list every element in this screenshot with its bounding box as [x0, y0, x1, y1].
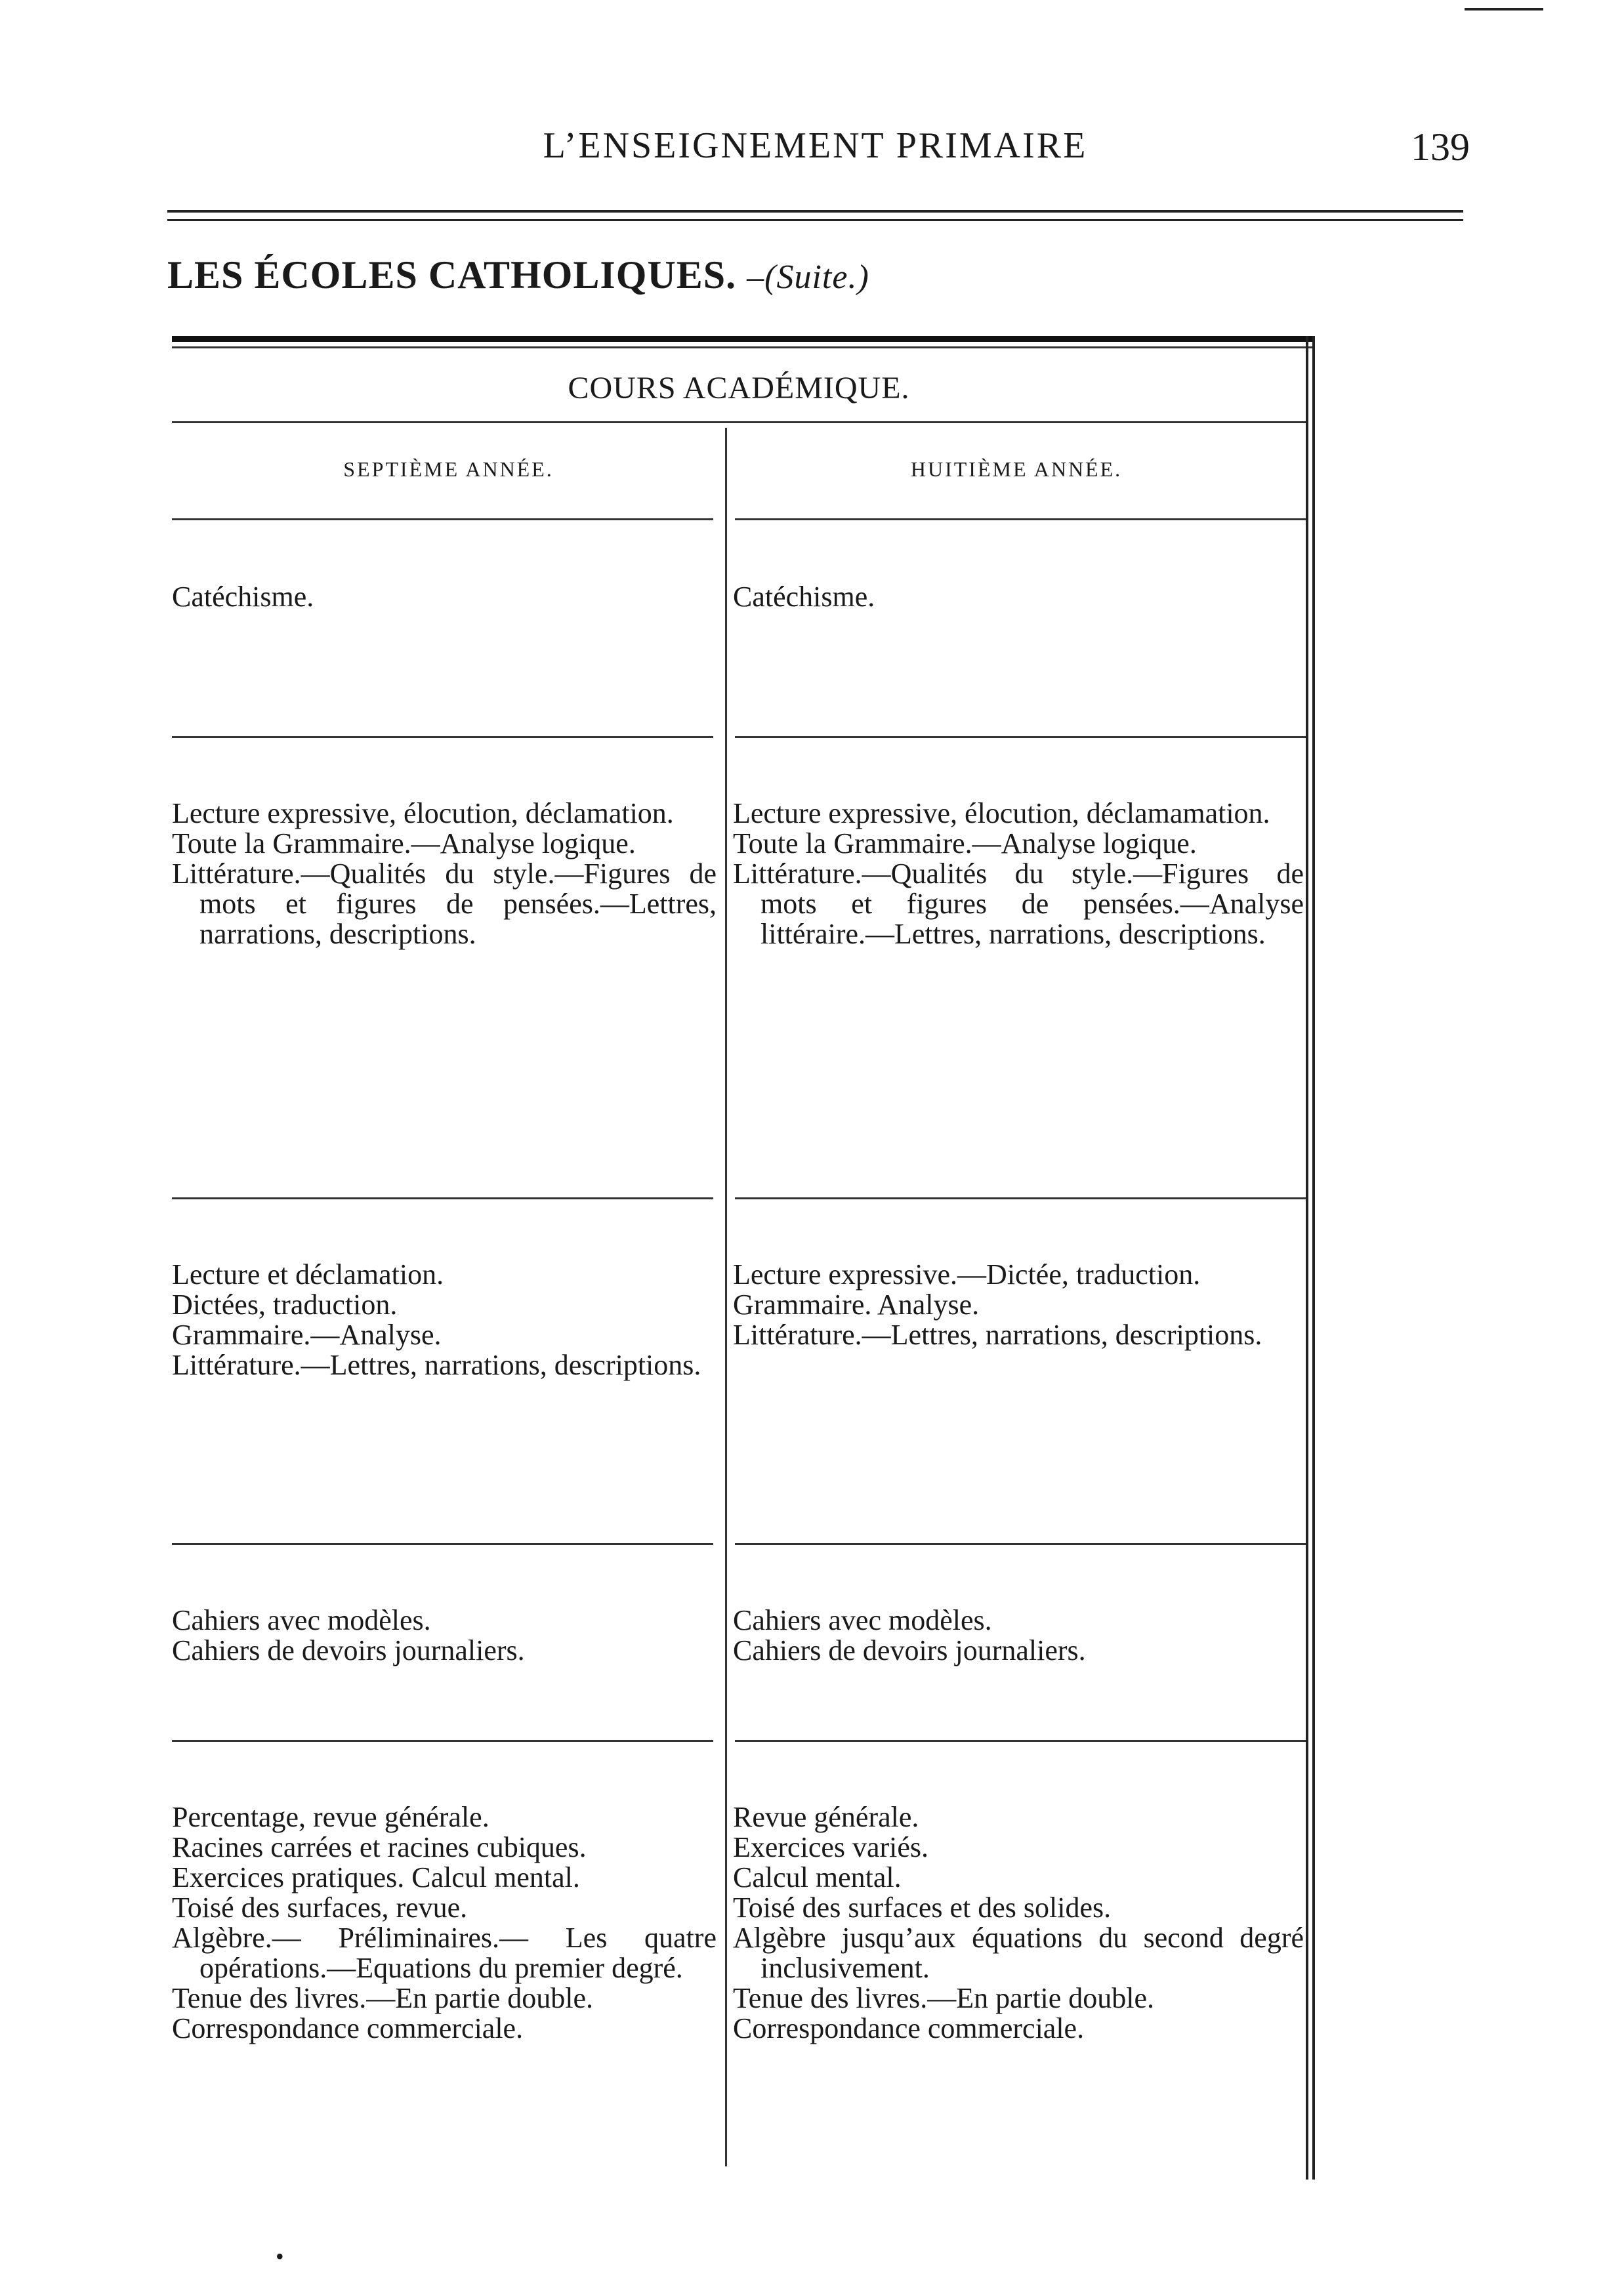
cell-row2-right: [733, 798, 1304, 949]
cell-line: Littérature.—Qualités du style.—Figures de mots et figures de pensées.—Analyse littéraire.—Lettres, narrations, descriptions.: [733, 858, 1304, 950]
cell-line: Exercices pratiques. Calcul mental.: [172, 1861, 580, 1893]
cell-line: Littérature.—Qualités du style.—Figures de mots et figures de pensées.—Lettres, narrations, descriptions.: [172, 858, 717, 950]
cell-line: Tenue des livres.—En partie double.: [733, 1982, 1155, 2014]
table-rule: [172, 421, 1306, 423]
cell-row2-left: [172, 798, 717, 949]
cell-line: Exercices variés.: [733, 1831, 929, 1863]
section-title: [167, 253, 1463, 298]
cell-line: Toisé des surfaces et des solides.: [733, 1892, 1112, 1924]
section-suite: –(Suite.): [747, 258, 869, 296]
column-header-seventh-year: SEPTIÈME ANNÉE.: [343, 457, 554, 481]
cell-row4-right: [733, 1605, 1304, 1666]
cell-row1-right: [733, 582, 1304, 612]
cell-line: Correspondance commerciale.: [733, 2012, 1085, 2044]
page-number: 139: [1411, 125, 1470, 169]
table-top-rule: [172, 336, 1314, 342]
cell-row1-left: [172, 582, 717, 612]
table-right-rule: [1312, 336, 1315, 2180]
header-rule: [167, 210, 1463, 213]
cell-row4-left: [172, 1605, 717, 1666]
cell-line: Catéchisme.: [733, 581, 875, 613]
cell-line: Cahiers de devoirs journaliers.: [733, 1634, 1086, 1666]
cell-line: Cahiers de devoirs journaliers.: [172, 1634, 525, 1666]
row-rule: [172, 1197, 713, 1199]
row-rule: [172, 1543, 713, 1545]
row-rule: [735, 1543, 1306, 1545]
cell-line: Percentage, revue générale.: [172, 1801, 489, 1833]
row-rule: [172, 518, 713, 520]
course-title: COURS ACADÉMIQUE.: [568, 371, 910, 405]
cell-line: Racines carrées et racines cubiques.: [172, 1831, 587, 1863]
header-rule: [167, 219, 1463, 221]
print-mark: •: [276, 2243, 284, 2269]
row-rule: [735, 518, 1306, 520]
cell-line: Lecture et déclamation.: [172, 1258, 444, 1291]
cell-line: Lecture expressive, élocution, déclamamation.: [733, 797, 1270, 829]
curriculum-table: [172, 336, 1314, 2180]
cell-line: Tenue des livres.—En partie double.: [172, 1982, 594, 2014]
column-header-eighth-year: HUITIÈME ANNÉE.: [910, 457, 1123, 481]
cell-line: Grammaire. Analyse.: [733, 1289, 980, 1321]
cell-line: Toisé des surfaces, revue.: [172, 1892, 468, 1924]
cell-line: Littérature.—Lettres, narrations, descriptions.: [733, 1319, 1262, 1351]
cell-line: Correspondance commerciale.: [172, 2012, 524, 2044]
row-rule: [735, 736, 1306, 738]
row-rule: [735, 1740, 1306, 1742]
row-rule: [172, 736, 713, 738]
cell-line: Lecture expressive.—Dictée, traduction.: [733, 1258, 1201, 1291]
cell-row3-right: [733, 1260, 1304, 1350]
cell-line: Cahiers avec modèles.: [172, 1604, 431, 1636]
cell-line: Catéchisme.: [172, 581, 314, 613]
column-divider: [725, 428, 727, 2166]
cell-line: Dictées, traduction.: [172, 1289, 398, 1321]
cell-row3-left: [172, 1260, 717, 1380]
table-right-rule: [1306, 336, 1308, 2180]
table-top-rule: [172, 346, 1314, 348]
cell-line: Toute la Grammaire.—Analyse logique.: [733, 827, 1197, 859]
row-rule: [172, 1740, 713, 1742]
cell-row5-right: [733, 1802, 1304, 2044]
cell-line: Cahiers avec modèles.: [733, 1604, 992, 1636]
cell-line: Toute la Grammaire.—Analyse logique.: [172, 827, 636, 859]
cell-line: Revue générale.: [733, 1801, 919, 1833]
cell-line: Calcul mental.: [733, 1861, 902, 1893]
running-title: L’ENSEIGNEMENT PRIMAIRE: [543, 125, 1088, 166]
cell-line: Algèbre jusqu’aux équations du second degré inclusivement.: [733, 1922, 1304, 1984]
section-title-text: LES ÉCOLES CATHOLIQUES.: [167, 253, 737, 297]
cell-line: Littérature.—Lettres, narrations, descriptions.: [172, 1349, 701, 1381]
row-rule: [735, 1197, 1306, 1199]
cell-line: Lecture expressive, élocution, déclamation.: [172, 797, 674, 829]
cell-line: Algèbre.— Préliminaires.— Les quatre opérations.—Equations du premier degré.: [172, 1922, 717, 1984]
cell-row5-left: [172, 1802, 717, 2044]
corner-rule: [1465, 8, 1543, 10]
cell-line: Grammaire.—Analyse.: [172, 1319, 442, 1351]
running-head: [167, 125, 1470, 184]
